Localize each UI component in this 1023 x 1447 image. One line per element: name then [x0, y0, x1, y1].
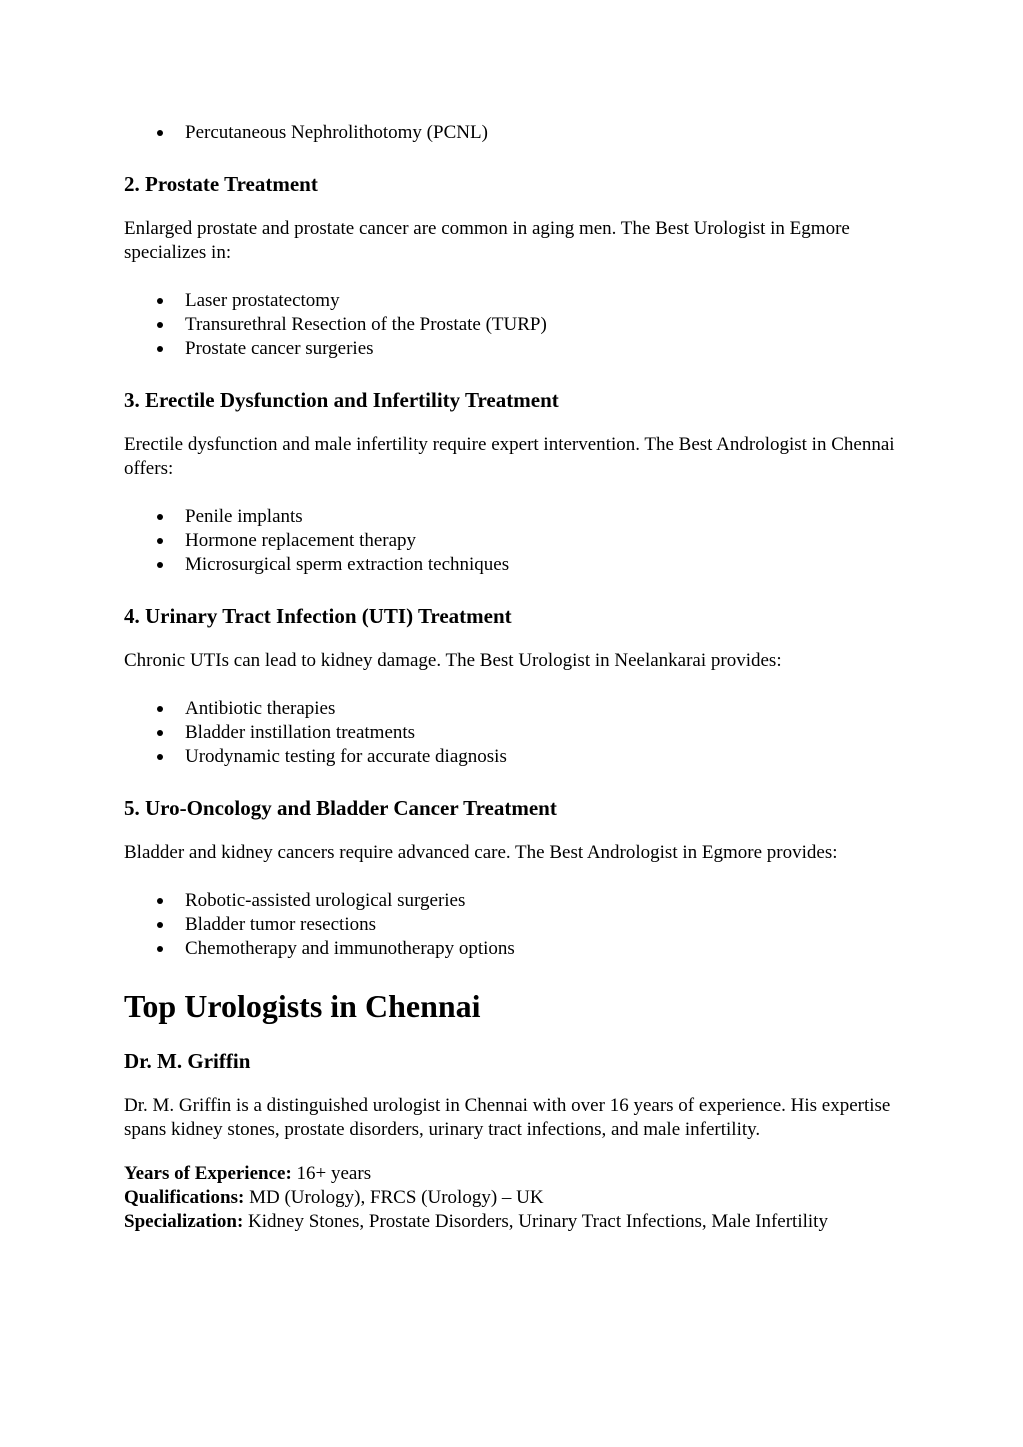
- list-item-text: Antibiotic therapies: [185, 698, 336, 719]
- section-heading-prostate: 2. Prostate Treatment: [124, 172, 318, 196]
- list-item-text: Microsurgical sperm extraction techniques: [185, 554, 510, 575]
- section-intro-erectile: Erectile dysfunction and male infertility require expert intervention. The Best Andrologist in Chennai offers:: [124, 434, 895, 479]
- list-item: [124, 121, 904, 145]
- bullet-icon: [157, 538, 163, 544]
- bullet-icon: [157, 706, 163, 712]
- list-item: [124, 697, 904, 721]
- detail-value: 16+ years: [291, 1163, 372, 1184]
- document-page: [124, 121, 904, 1234]
- top-urologists-title: Top Urologists in Chennai: [124, 988, 481, 1024]
- bullet-icon: [157, 922, 163, 928]
- list-item: [124, 289, 904, 313]
- list-item: [124, 553, 904, 577]
- bullet-icon: [157, 562, 163, 568]
- doctor-bio: Dr. M. Griffin is a distinguished urologist in Chennai with over 16 years of experience. His expertise spans kidney stones, prostate disorders, urinary tract infections, and male infertility.: [124, 1095, 891, 1140]
- list-item: [124, 529, 904, 553]
- bullet-icon: [157, 730, 163, 736]
- bullet-icon: [157, 322, 163, 328]
- section-heading-erectile: 3. Erectile Dysfunction and Infertility Treatment: [124, 388, 559, 412]
- section-list-uti: [124, 697, 904, 769]
- bullet-icon: [157, 898, 163, 904]
- detail-experience: [124, 1162, 904, 1186]
- detail-label: Qualifications:: [124, 1187, 245, 1208]
- bullet-icon: [157, 754, 163, 760]
- detail-label: Years of Experience:: [124, 1163, 292, 1184]
- bullet-icon: [157, 514, 163, 520]
- list-item: [124, 313, 904, 337]
- doctor-name: Dr. M. Griffin: [124, 1049, 251, 1073]
- list-item: [124, 937, 904, 961]
- bullet-icon: [157, 298, 163, 304]
- list-item: [124, 745, 904, 769]
- list-item-text: Chemotherapy and immunotherapy options: [185, 938, 515, 959]
- detail-label: Specialization:: [124, 1211, 244, 1232]
- bullet-icon: [157, 130, 163, 136]
- list-item-text: Penile implants: [185, 506, 303, 527]
- section-heading-uti: 4. Urinary Tract Infection (UTI) Treatment: [124, 604, 512, 628]
- list-item: [124, 889, 904, 913]
- section-list-prostate: [124, 289, 904, 361]
- section-intro-uro-oncology: Bladder and kidney cancers require advanced care. The Best Andrologist in Egmore provides:: [124, 842, 838, 863]
- list-item: [124, 337, 904, 361]
- list-item-text: Prostate cancer surgeries: [185, 338, 374, 359]
- list-item-text: Hormone replacement therapy: [185, 530, 417, 551]
- list-item-text: Bladder instillation treatments: [185, 722, 416, 743]
- list-item-text: Bladder tumor resections: [185, 914, 377, 935]
- list-item-text: Laser prostatectomy: [185, 290, 340, 311]
- doctor-details: [124, 1162, 904, 1234]
- list-item: [124, 721, 904, 745]
- list-item-text: Robotic-assisted urological surgeries: [185, 890, 466, 911]
- section-heading-uro-oncology: 5. Uro-Oncology and Bladder Cancer Treatment: [124, 796, 557, 820]
- detail-value: MD (Urology), FRCS (Urology) – UK: [244, 1187, 544, 1208]
- list-item: [124, 913, 904, 937]
- detail-specialization: [124, 1210, 904, 1234]
- section-intro-uti: Chronic UTIs can lead to kidney damage. The Best Urologist in Neelankarai provides:: [124, 650, 782, 671]
- pcnl-list: [124, 121, 904, 145]
- list-item-text: Percutaneous Nephrolithotomy (PCNL): [185, 122, 488, 143]
- section-intro-prostate: Enlarged prostate and prostate cancer are common in aging men. The Best Urologist in Egmore specializes in:: [124, 218, 850, 263]
- section-list-erectile: [124, 505, 904, 577]
- detail-qualifications: [124, 1186, 904, 1210]
- bullet-icon: [157, 946, 163, 952]
- list-item-text: Urodynamic testing for accurate diagnosis: [185, 746, 507, 767]
- list-item-text: Transurethral Resection of the Prostate (TURP): [185, 314, 547, 335]
- list-item: [124, 505, 904, 529]
- section-list-uro-oncology: [124, 889, 904, 961]
- detail-value: Kidney Stones, Prostate Disorders, Urinary Tract Infections, Male Infertility: [243, 1211, 828, 1232]
- bullet-icon: [157, 346, 163, 352]
